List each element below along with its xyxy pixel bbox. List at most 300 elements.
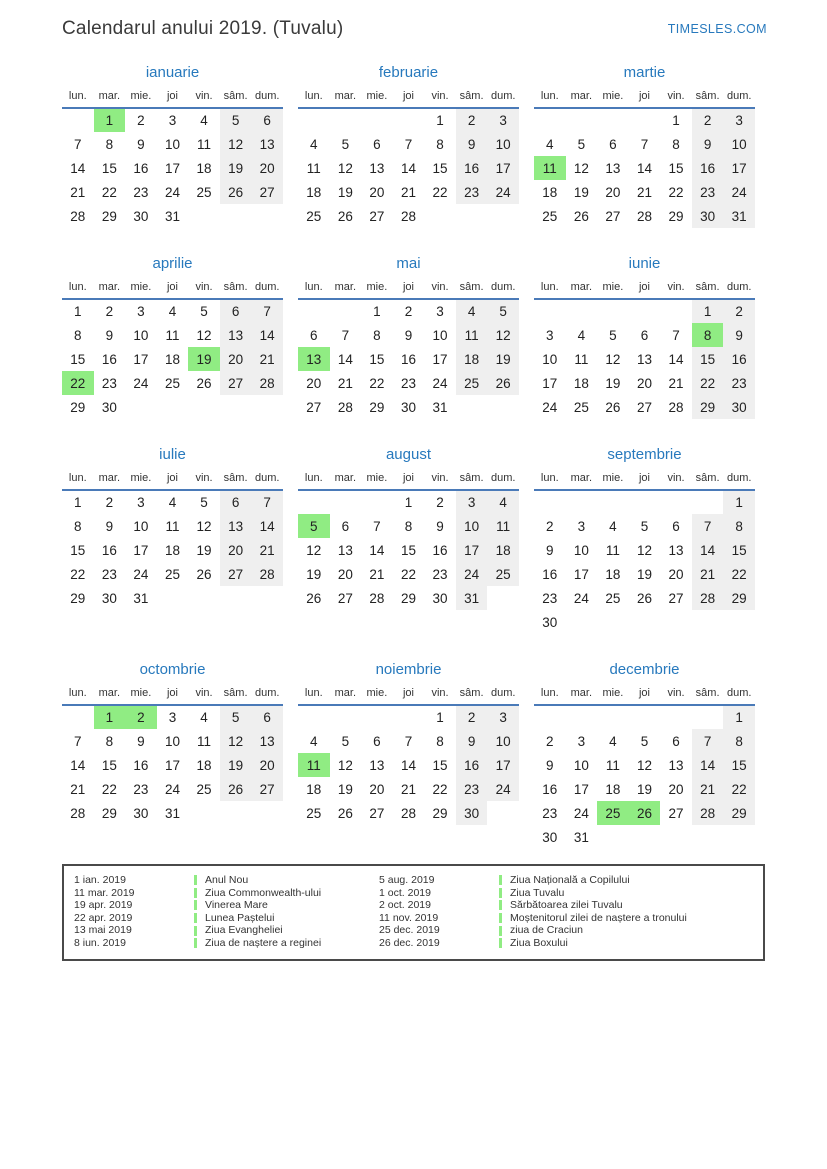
weekday-header: dum. (251, 470, 283, 490)
day-cell: 27 (668, 805, 684, 821)
day-cell: 26 (306, 590, 322, 606)
weekday-header: lun. (298, 470, 330, 490)
day-cell: 14 (692, 753, 724, 777)
empty-cell (566, 610, 598, 634)
day-cell: 18 (306, 184, 322, 200)
day-cell: 7 (251, 490, 283, 514)
page-title: Calendarul anului 2019. (Tuvalu) (62, 18, 344, 39)
day-cell: 17 (432, 351, 448, 367)
day-cell: 4 (456, 299, 488, 323)
day-cell: 16 (542, 566, 558, 582)
day-cell: 25 (164, 375, 180, 391)
day-cell: 9 (105, 518, 114, 534)
day-cell: 28 (337, 399, 353, 415)
holiday-date: 13 mai 2019 (74, 924, 132, 937)
week-row (298, 204, 519, 228)
weekday-header-row (298, 685, 519, 705)
empty-cell (660, 490, 692, 514)
day-cell: 1 (94, 705, 126, 729)
empty-cell (330, 490, 362, 514)
empty-cell (188, 801, 220, 825)
day-cell: 21 (400, 184, 416, 200)
holiday-name: Ziua Națională a Copilului (510, 874, 630, 886)
day-cell: 9 (105, 327, 114, 343)
empty-cell (330, 705, 362, 729)
day-cell: 7 (404, 733, 413, 749)
day-cell: 6 (609, 136, 617, 152)
weekday-header: vin. (424, 685, 456, 705)
day-cell: 25 (306, 208, 322, 224)
legend-item (74, 899, 379, 912)
week-row (534, 538, 755, 562)
day-cell: 20 (668, 781, 684, 797)
empty-cell (157, 586, 189, 610)
day-cell: 8 (105, 136, 114, 152)
day-cell: 1 (692, 299, 724, 323)
empty-cell (692, 705, 724, 729)
day-cell: 20 (220, 538, 252, 562)
weekday-header: sâm. (692, 279, 724, 299)
day-cell: 25 (196, 781, 212, 797)
day-cell: 2 (546, 733, 554, 749)
day-cell: 5 (200, 304, 208, 319)
day-cell: 11 (165, 518, 180, 534)
week-row (534, 108, 755, 132)
day-cell: 16 (101, 542, 117, 558)
month-title: august (385, 446, 432, 463)
empty-cell (251, 395, 283, 419)
holiday-marker-icon (194, 938, 197, 948)
day-cell: 27 (337, 590, 353, 606)
day-cell: 17 (573, 566, 589, 582)
day-cell: 1 (436, 113, 444, 128)
weekday-header: joi (393, 88, 425, 108)
holiday-marker-icon (194, 900, 197, 910)
day-cell: 11 (197, 136, 212, 152)
day-cell: 4 (577, 327, 586, 343)
day-cell: 4 (487, 490, 519, 514)
day-cell: 31 (164, 805, 180, 821)
day-cell: 20 (337, 566, 353, 582)
day-cell: 16 (723, 347, 755, 371)
day-cell: 10 (456, 514, 488, 538)
day-cell: 16 (456, 753, 488, 777)
month-title: februarie (378, 64, 439, 81)
day-cell: 21 (337, 375, 353, 391)
day-cell: 14 (668, 351, 684, 367)
day-cell: 22 (432, 184, 448, 200)
empty-cell (298, 490, 330, 514)
day-cell: 24 (487, 777, 519, 801)
day-cell: 8 (436, 136, 444, 152)
day-cell: 21 (251, 347, 283, 371)
week-row (62, 705, 283, 729)
day-cell: 23 (542, 805, 558, 821)
day-cell: 15 (70, 351, 86, 367)
day-cell: 5 (609, 327, 617, 343)
day-cell: 20 (251, 156, 283, 180)
day-cell: 5 (640, 733, 649, 749)
day-cell: 28 (70, 208, 86, 224)
week-row (62, 562, 283, 586)
week-row (62, 490, 283, 514)
day-cell: 20 (636, 375, 652, 391)
weekday-header: mar. (330, 470, 362, 490)
month-title: iulie (159, 446, 186, 463)
day-cell: 28 (251, 371, 283, 395)
holiday-date: 5 aug. 2019 (379, 874, 435, 886)
day-cell: 9 (723, 323, 755, 347)
day-cell: 26 (196, 375, 212, 391)
day-cell: 9 (456, 132, 488, 156)
holiday-marker-icon (194, 888, 197, 898)
day-cell: 9 (456, 729, 488, 753)
day-cell: 1 (723, 705, 755, 729)
week-row (62, 132, 283, 156)
day-cell: 13 (369, 757, 385, 773)
weekday-header-row (298, 279, 519, 299)
empty-cell (330, 299, 362, 323)
week-row (62, 395, 283, 419)
empty-cell (534, 705, 566, 729)
month-days (62, 299, 283, 419)
day-cell: 23 (101, 375, 117, 391)
day-cell: 20 (306, 375, 322, 391)
day-cell: 27 (220, 562, 252, 586)
day-cell: 29 (101, 208, 117, 224)
month-grid (62, 88, 283, 228)
week-row (298, 371, 519, 395)
weekday-header: vin. (188, 279, 220, 299)
weekday-header: joi (393, 279, 425, 299)
day-cell: 15 (723, 753, 755, 777)
empty-cell (566, 705, 598, 729)
day-cell: 20 (369, 184, 385, 200)
day-cell: 21 (70, 781, 86, 797)
holiday-name: Ziua Commonwealth-ului (205, 886, 322, 899)
empty-cell (692, 490, 724, 514)
day-cell: 12 (337, 757, 353, 773)
day-cell: 9 (546, 542, 554, 558)
day-cell: 2 (105, 495, 114, 510)
empty-cell (597, 610, 629, 634)
day-cell: 5 (341, 733, 350, 749)
empty-cell (487, 801, 519, 825)
day-cell: 7 (341, 327, 350, 343)
weekday-header: mar. (566, 470, 598, 490)
empty-cell (220, 586, 252, 610)
day-cell: 5 (341, 136, 350, 152)
empty-cell (566, 490, 598, 514)
empty-cell (393, 108, 425, 132)
legend-item (74, 937, 379, 950)
day-cell: 25 (164, 566, 180, 582)
legend-item (74, 912, 379, 925)
week-row (298, 347, 519, 371)
weekday-header: lun. (534, 470, 566, 490)
day-cell: 27 (605, 208, 621, 224)
day-cell: 6 (341, 518, 350, 534)
day-cell: 22 (692, 371, 724, 395)
day-cell: 12 (196, 327, 212, 343)
day-cell: 18 (456, 347, 488, 371)
day-cell: 24 (573, 590, 589, 606)
day-cell: 23 (542, 590, 558, 606)
day-cell: 29 (101, 805, 117, 821)
day-cell: 17 (723, 156, 755, 180)
month-days (298, 490, 519, 610)
day-cell: 6 (373, 733, 381, 749)
empty-cell (220, 204, 252, 228)
day-cell: 1 (74, 304, 82, 319)
day-cell: 14 (369, 542, 385, 558)
holiday-marker-icon (499, 938, 502, 948)
holiday-marker-icon (499, 926, 502, 936)
day-cell: 27 (369, 208, 385, 224)
day-cell: 18 (196, 757, 212, 773)
day-cell: 27 (306, 399, 322, 415)
weekday-header: sâm. (456, 88, 488, 108)
holiday-date: 25 dec. 2019 (379, 924, 440, 937)
weekday-header: sâm. (692, 470, 724, 490)
month-title: octombrie (139, 661, 206, 678)
day-cell: 3 (436, 304, 444, 319)
day-cell: 7 (251, 299, 283, 323)
weekday-header: dum. (251, 685, 283, 705)
day-cell: 26 (573, 208, 589, 224)
empty-cell (660, 299, 692, 323)
day-cell: 10 (573, 757, 589, 773)
week-row (298, 538, 519, 562)
empty-cell (188, 586, 220, 610)
day-cell: 6 (672, 733, 680, 749)
week-row (534, 777, 755, 801)
empty-cell (298, 108, 330, 132)
day-cell: 6 (220, 490, 252, 514)
week-row (534, 586, 755, 610)
holiday-date: 19 apr. 2019 (74, 899, 133, 912)
day-cell: 11 (197, 733, 212, 749)
holiday-marker-icon (194, 913, 197, 923)
weekday-header-row (62, 88, 283, 108)
day-cell: 27 (251, 180, 283, 204)
day-cell: 3 (456, 490, 488, 514)
day-cell: 18 (487, 538, 519, 562)
day-cell: 30 (101, 590, 117, 606)
weekday-header: dum. (723, 685, 755, 705)
weekday-header: mie. (361, 279, 393, 299)
day-cell: 9 (436, 518, 444, 534)
day-cell: 29 (70, 399, 86, 415)
day-cell: 4 (168, 495, 177, 510)
day-cell: 18 (306, 781, 322, 797)
day-cell: 1 (723, 490, 755, 514)
day-cell: 4 (609, 518, 617, 534)
week-row (298, 299, 519, 323)
week-row (62, 180, 283, 204)
month-title: noiembrie (375, 661, 442, 678)
day-cell: 8 (723, 729, 755, 753)
day-cell: 15 (668, 160, 684, 176)
day-cell: 1 (94, 108, 126, 132)
month-days (298, 108, 519, 228)
day-cell: 4 (546, 136, 554, 152)
day-cell: 6 (640, 327, 649, 343)
empty-cell (188, 395, 220, 419)
day-cell: 18 (542, 184, 558, 200)
holiday-marker-icon (194, 875, 197, 885)
day-cell: 29 (723, 801, 755, 825)
month-grid (534, 685, 755, 849)
day-cell: 19 (605, 375, 621, 391)
day-cell: 30 (542, 829, 558, 845)
day-cell: 26 (337, 208, 353, 224)
day-cell: 12 (487, 323, 519, 347)
week-row (298, 156, 519, 180)
day-cell: 2 (436, 495, 444, 510)
weekday-header: sâm. (692, 88, 724, 108)
weekday-header: sâm. (220, 279, 252, 299)
day-cell: 3 (168, 710, 177, 725)
holiday-marker-icon (499, 900, 502, 910)
weekday-header: dum. (251, 88, 283, 108)
day-cell: 4 (200, 710, 208, 725)
day-cell: 26 (220, 777, 252, 801)
week-row (298, 132, 519, 156)
empty-cell (62, 108, 94, 132)
day-cell: 8 (74, 518, 82, 534)
day-cell: 8 (74, 327, 82, 343)
month-days (534, 705, 755, 849)
week-row (62, 371, 283, 395)
month-days (298, 299, 519, 419)
day-cell: 13 (251, 729, 283, 753)
day-cell: 2 (456, 108, 488, 132)
month-grid (534, 470, 755, 634)
day-cell: 23 (101, 566, 117, 582)
week-row (62, 299, 283, 323)
holiday-date: 26 dec. 2019 (379, 936, 440, 949)
day-cell: 15 (101, 757, 117, 773)
day-cell: 22 (723, 562, 755, 586)
day-cell: 27 (636, 399, 652, 415)
day-cell: 25 (542, 208, 558, 224)
legend-item (74, 874, 379, 887)
empty-cell (597, 490, 629, 514)
day-cell: 7 (373, 518, 381, 534)
empty-cell (393, 705, 425, 729)
day-cell: 24 (164, 781, 180, 797)
week-row (62, 347, 283, 371)
day-cell: 10 (573, 542, 589, 558)
weekday-header: mar. (94, 470, 126, 490)
empty-cell (456, 204, 488, 228)
day-cell: 12 (636, 757, 652, 773)
weekday-header: dum. (723, 88, 755, 108)
day-cell: 10 (164, 733, 180, 749)
week-row (62, 586, 283, 610)
day-cell: 13 (668, 542, 684, 558)
weekday-header: sâm. (692, 685, 724, 705)
weekday-header: sâm. (220, 685, 252, 705)
empty-cell (487, 204, 519, 228)
day-cell: 14 (70, 160, 86, 176)
month-grid (298, 470, 519, 610)
day-cell: 3 (577, 518, 586, 534)
day-cell: 2 (723, 299, 755, 323)
week-row (298, 586, 519, 610)
empty-cell (597, 705, 629, 729)
weekday-header: mie. (125, 279, 157, 299)
day-cell: 17 (456, 538, 488, 562)
empty-cell (188, 204, 220, 228)
weekday-header: mie. (125, 88, 157, 108)
day-cell: 16 (692, 156, 724, 180)
day-cell: 13 (636, 351, 652, 367)
weekday-header: vin. (188, 685, 220, 705)
day-cell: 3 (137, 495, 145, 510)
weekday-header: mar. (330, 279, 362, 299)
weekday-header-row (62, 279, 283, 299)
empty-cell (157, 395, 189, 419)
day-cell: 9 (137, 733, 145, 749)
day-cell: 22 (101, 781, 117, 797)
day-cell: 25 (573, 399, 589, 415)
day-cell: 18 (605, 566, 621, 582)
day-cell: 8 (373, 327, 381, 343)
day-cell: 30 (432, 590, 448, 606)
weekday-header: vin. (660, 279, 692, 299)
weekday-header: lun. (298, 88, 330, 108)
day-cell: 12 (636, 542, 652, 558)
weekday-header: sâm. (220, 88, 252, 108)
day-cell: 13 (298, 347, 330, 371)
week-row (62, 156, 283, 180)
day-cell: 25 (605, 590, 621, 606)
weekday-header-row (62, 470, 283, 490)
day-cell: 19 (196, 542, 212, 558)
week-row (534, 180, 755, 204)
empty-cell (361, 490, 393, 514)
day-cell: 20 (605, 184, 621, 200)
day-cell: 28 (369, 590, 385, 606)
month-grid (534, 88, 755, 228)
weekday-header-row (534, 685, 755, 705)
day-cell: 29 (70, 590, 86, 606)
day-cell: 10 (542, 351, 558, 367)
week-row (534, 347, 755, 371)
day-cell: 24 (573, 805, 589, 821)
day-cell: 3 (487, 705, 519, 729)
day-cell: 28 (692, 586, 724, 610)
week-row (298, 395, 519, 419)
weekday-header: lun. (62, 279, 94, 299)
week-row (298, 514, 519, 538)
week-row (534, 610, 755, 634)
empty-cell (566, 108, 598, 132)
holiday-name: Ziua Tuvalu (510, 886, 565, 899)
day-cell: 7 (74, 733, 82, 749)
day-cell: 25 (597, 801, 629, 825)
day-cell: 11 (574, 351, 589, 367)
timesles-link[interactable]: TIMESLES.COM (667, 22, 767, 36)
holiday-date: 1 ian. 2019 (74, 874, 126, 886)
day-cell: 19 (188, 347, 220, 371)
holiday-date: 1 oct. 2019 (379, 886, 431, 899)
day-cell: 24 (432, 375, 448, 391)
weekday-header: mie. (125, 470, 157, 490)
weekday-header: mie. (597, 88, 629, 108)
